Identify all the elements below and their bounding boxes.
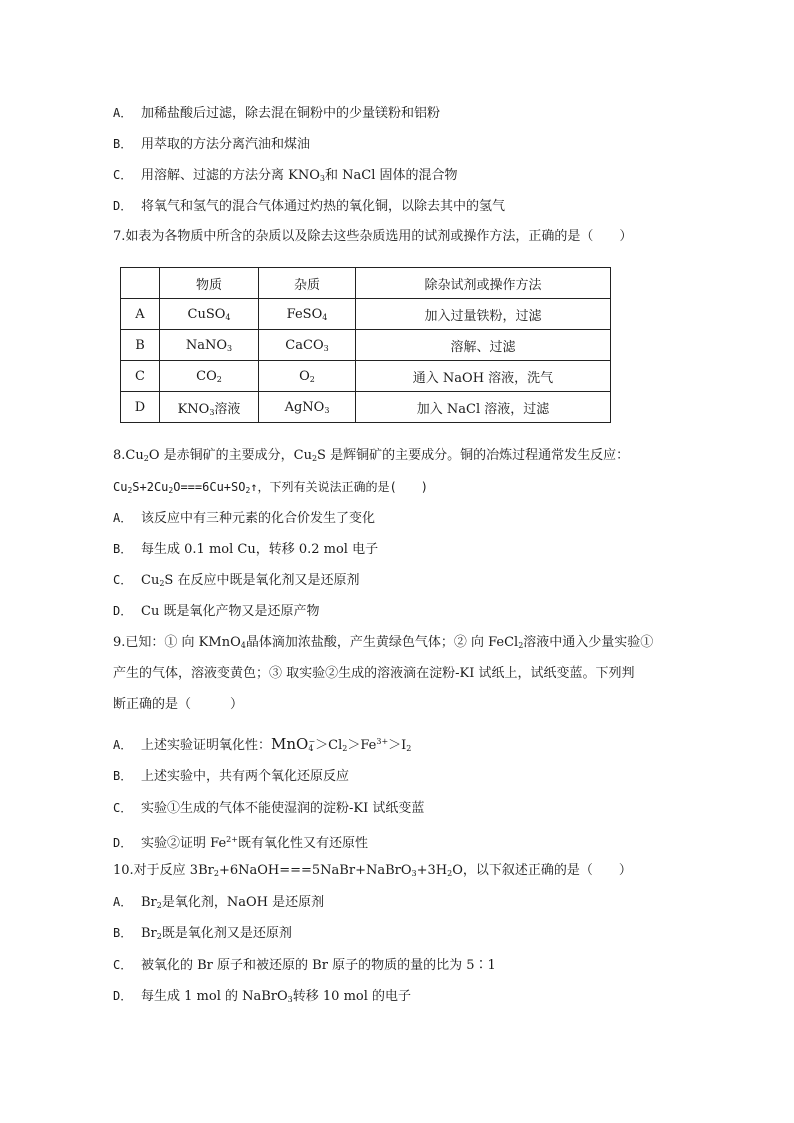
q6-option-b: B． 用萃取的方法分离汽油和煤油: [113, 137, 311, 152]
table-header-cell: 杂质: [259, 268, 356, 299]
row-label: A: [121, 299, 160, 330]
q6-option-a: A． 加稀盐酸后过滤，除去混在铜粉中的少量镁粉和铝粉: [113, 106, 441, 121]
q9-stem-line2: 产生的气体，溶液变黄色；③ 取实验②生成的溶液滴在淀粉-KI 试纸上，试纸变蓝。下列判: [113, 666, 635, 681]
method-cell: 通入 NaOH 溶液，洗气: [356, 361, 611, 392]
permanganate-formula: MnO$_4$−: [271, 735, 316, 753]
q10-option-b: B． $Br_2$既是氧化剂又是还原剂: [113, 926, 292, 941]
method-cell: 加入过量铁粉，过滤: [356, 299, 611, 330]
table-header-row: [121, 268, 611, 299]
q7-stem: 7.如表为各物质中所含的杂质以及除去这些杂质选用的试剂或操作方法，正确的是（ ）: [113, 229, 633, 244]
q6-option-d: D． 将氧气和氢气的混合气体通过灼热的氧化铜，以除去其中的氢气: [113, 199, 506, 214]
row-label: D: [121, 392, 160, 423]
impurity-cell: CaCO$_3$: [259, 330, 356, 361]
table-row: [121, 299, 611, 330]
q10-option-d: D． 每生成 1 mol 的 NaBrO$_3$转移 10 mol 的电子: [113, 989, 412, 1004]
method-cell: 溶解、过滤: [356, 330, 611, 361]
q8-equation: $Cu_2S+2Cu_2O===6Cu+SO_2↑$，下列有关说法正确的是( ): [113, 480, 428, 495]
impurity-cell: AgNO$_3$: [259, 392, 356, 423]
table-row: [121, 361, 611, 392]
q8-stem: $8.Cu_2O$ 是赤铜矿的主要成分，$Cu_2S$ 是辉铜矿的主要成分。铜的冶炼过程通常发生反应：: [113, 448, 630, 463]
q8-option-c: C． $Cu_2S$ 在反应中既是氧化剂又是还原剂: [113, 573, 360, 588]
q9-stem-line1: 9.已知：① 向 KMnO$_4$晶体滴加浓盐酸，产生黄绿色气体；② 向 FeCl$_2$溶液中通入少量实验①: [113, 635, 654, 650]
q8-option-b: B． 每生成 0.1 mol Cu，转移 0.2 mol 电子: [113, 542, 379, 557]
q6-option-c: C． 用溶解、过滤的方法分离 $KNO_3$和 NaCl 固体的混合物: [113, 168, 458, 183]
q9-option-b: B． 上述实验中，共有两个氧化还原反应: [113, 769, 350, 784]
q10-stem: 10.对于反应 $3Br_2+6NaOH===5NaBr+NaBrO_3+3H_2O$，以下叙述正确的是（ ）: [113, 863, 632, 878]
substance-cell: NaNO$_3$: [160, 330, 259, 361]
table-row: [121, 392, 611, 423]
table-header-cell: 除杂试剂或操作方法: [356, 268, 611, 299]
q9-stem-line3: 断正确的是（ ）: [113, 697, 244, 712]
row-label: B: [121, 330, 160, 361]
impurity-cell: $O_2$: [259, 361, 356, 392]
impurity-cell: FeSO$_4$: [259, 299, 356, 330]
q9-option-a: A． 上述实验证明氧化性：$MnO_4^->Cl_2>Fe^{3+}>I_2$: [113, 733, 411, 758]
substance-cell: $CO_2$: [160, 361, 259, 392]
q10-option-a: A． $Br_2$是氧化剂，NaOH 是还原剂: [113, 895, 325, 910]
table-row: [121, 330, 611, 361]
substance-cell: CuSO$_4$: [160, 299, 259, 330]
substance-cell: $KNO_3$溶液: [160, 392, 259, 423]
row-label: C: [121, 361, 160, 392]
q8-option-a: A． 该反应中有三种元素的化合价发生了变化: [113, 511, 376, 526]
q9-option-c: C． 实验①生成的气体不能使湿润的淀粉-KI 试纸变蓝: [113, 801, 425, 816]
table-header-cell: 物质: [160, 268, 259, 299]
q10-option-c: C． 被氧化的 Br 原子和被还原的 Br 原子的物质的量的比为 5∶1: [113, 958, 496, 973]
table-header-cell: [121, 268, 160, 299]
method-cell: 加入 NaCl 溶液，过滤: [356, 392, 611, 423]
q7-table: [120, 267, 611, 423]
q8-option-d: D． Cu 既是氧化产物又是还原产物: [113, 604, 320, 619]
q9-option-d: D． 实验②证明 $Fe^{2+}$既有氧化性又有还原性: [113, 835, 368, 851]
